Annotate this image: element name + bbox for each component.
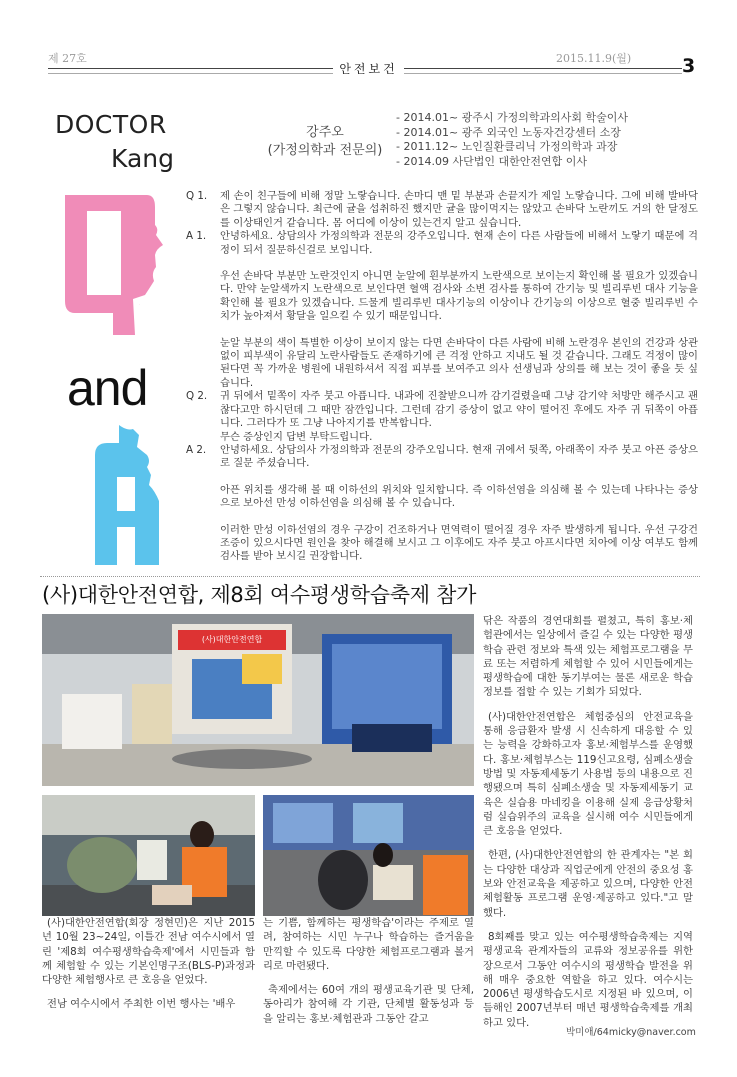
column-title-kang: Kang: [111, 144, 174, 173]
article-paragraph: (사)대한안전연합은 체험중심의 안전교육을 통해 응급환자 발생 시 신속하게 대응할 수 있는 능력을 강화하고자 홍보·체험부스를 운영했다. 홍보·체험부스는 119신고요령, 심폐소생술 방법 및 자동제세동기 사용법 등의 내용으로 진행됐으며 특히 심폐소생술 및 자동제세동기 교육은 실습용 마네킹을 이용해 실제 응급상황처럼 실습위주의 교육을 실시해 여수 시민들에게 큰 호응을 얻었다.: [483, 710, 693, 838]
article-headline: (사)대한안전연합, 제8회 여수평생학습축제 참가: [42, 583, 477, 607]
qa-paragraph: 아픈 위치를 생각해 볼 때 이하선의 위치와 일치합니다. 즉 이하선염을 의심해 볼 수 있는데 나타나는 증상으로 보아선 만성 이하선염을 의심해 볼 수 있습니다.: [220, 483, 698, 510]
qa-answer: [220, 230, 698, 390]
article-paragraph: 8회째를 맞고 있는 여수평생학습축제는 지역 평생교육 관계자들의 교류와 정보공유를 위한 장으로서 그동안 여수시의 평생학습 발전을 위해 매우 중요한 역할을 하고 있다. 여수시는 2006년 평생학습도시로 지정된 바 있으며, 이듬해인 2007년부터 매년 평생학습축제를 개최하고 있다.: [483, 930, 693, 1029]
booth-banner: (사)대한안전연합: [201, 635, 263, 644]
article-column-1: [42, 916, 255, 1022]
qa-label: Q 2.: [186, 390, 208, 403]
qa-question: 제 손이 친구들에 비해 정말 노랗습니다. 손마디 맨 밑 부분과 손끝지가 제일 노랗습니다. 그에 비해 발바닥은 그렇지 않습니다. 최근에 귤을 섭취하진 했지만 귤을 많이먹지는 않았고 손바닥 노란끼도 거의 한 달정도를 이상태인거 같습니다. 몸 어디에 이상이 있는건지 알고 싶습니다.: [220, 190, 698, 229]
a-letter-icon: [95, 425, 159, 565]
qa-item: [186, 444, 698, 564]
career-item: - 2014.01~ 광주시 가정의학과의사회 학술이사: [396, 111, 629, 124]
article-column-3: [483, 614, 693, 1040]
qa-paragraph: 눈알 부분의 색이 특별한 이상이 보이지 않는 다면 손바닥이 다른 사람에 비해 노란경우 본인의 건강과 상관없이 피부색이 유달리 노란사람들도 존재하기에 큰 걱정 안하고 지내도 될 것 같습니다. 그래도 걱정이 많이 된다면 꼭 가까운 병원에 내원하셔서 직접 피부를 보여주고 의사 선생님과 상의를 해 보는 것이 좋을 듯 싶습니다.: [220, 336, 698, 389]
article-paragraph: (사)대한안전연합(회장 정현민)은 지난 2015년 10월 23~24일, 이틀간 전남 여수시에서 열린 '제8회 여수평생학습축제'에서 시민들과 함께 체험할 수 있는 기본인명구조(BLS-P)과정과 다양한 체험행사로 큰 호응을 얻었다.: [42, 917, 255, 987]
author-title: (가정의학과 전문의): [267, 143, 383, 158]
section-title: 안전보건: [0, 60, 737, 77]
qa-label: A 2.: [186, 443, 207, 456]
cpr-photo-left: [42, 795, 255, 916]
article-paragraph: 전남 여수시에서 주최한 이번 행사는 '배우: [47, 998, 236, 1011]
issue-date: 2015.11.9(월): [556, 52, 632, 65]
career-item: - 2014.09 사단법인 대한안전연합 이사: [396, 154, 587, 168]
qa-paragraph: 안녕하세요. 상담의사 가정의학과 전문의 강주오입니다. 현재 귀에서 뒷쪽, 아래쪽이 자주 붓고 아픈 증상으로 질문 주셨습니다.: [220, 443, 698, 470]
qa-text-block: [186, 190, 698, 564]
article-column-2: [263, 916, 474, 1036]
booth-photo: [42, 614, 474, 786]
q-letter-icon: [65, 195, 163, 335]
cpr-photo-right: [263, 795, 474, 916]
author-career: [396, 111, 628, 169]
qa-item: [186, 190, 698, 230]
article-byline: 박미애/64micky@naver.com: [566, 1027, 696, 1038]
qa-label: A 1.: [186, 230, 207, 243]
issue-number: 제 27호: [48, 52, 87, 65]
article-paragraph: 는 기쁨, 함께하는 평생학습'이라는 주제로 열려, 참여하는 시민 누구나 학습하는 즐거움을 만끽할 수 있도록 다양한 체험프로그램과 볼거리로 마련됐다.: [263, 917, 474, 972]
qa-question: 귀 뒤에서 밑쪽이 자주 붓고 아픕니다. 내과에 진찰받으니까 감기걸렸을때 그냥 감기약 처방만 해주시고 괜찮다고만 하시던데 그 때만 잠깐입니다. 그런데 감기 증상이 없고 약이 떨어진 후에도 자주 귀 뒤쪽이 아픕니다. 그러다가 또 그냥 나아지기를 반복합니다. 무슨 증상인지 답변 부탁드립니다.: [220, 390, 698, 443]
article-paragraph: 한편, (사)대한안전연합의 한 관계자는 "본 회는 다양한 대상과 직업군에게 안전의 중요성 홍보와 안전교육을 제공하고 있으며, 다양한 안전체험활동 프로그램 운영·제공하고 있다."고 말했다.: [483, 849, 693, 919]
qa-paragraph: 안녕하세요. 상담의사 가정의학과 전문의 강주오입니다. 현재 손이 다른 사람들에 비해서 노랗기 때문에 걱정이 되서 질문하신걸로 보입니다.: [220, 230, 698, 256]
qa-paragraph: 이러한 만성 이하선염의 경우 구강이 건조하거나 면역력이 떨어질 경우 자주 발생하게 됩니다. 우선 구강건조증이 있으시다면 원인을 찾아 해결해 보시고 그 이후에도 자주 붓고 아프시다면 치아에 이상 여부도 함께 검사를 받아 보시길 권장합니다.: [220, 523, 698, 563]
section-divider: [40, 576, 700, 577]
career-item: - 2014.01~ 광주 외국인 노동자건강센터 소장: [396, 125, 621, 139]
article-paragraph: 축제에서는 60여 개의 평생교육기관 및 단체, 동아리가 참여해 각 기관, 단체별 활동성과 등을 알리는 홍보·체험관과 그동안 갈고: [263, 984, 474, 1025]
author-name: 강주오: [306, 125, 344, 140]
qa-answer: [220, 444, 698, 564]
column-title-doctor: DOCTOR: [55, 110, 167, 139]
qa-item: [186, 230, 698, 390]
qa-paragraph: 우선 손바닥 부분만 노란것인지 아니면 눈알에 흰부분까지 노란색으로 보이는지 확인해 볼 필요가 있겠습니다. 만약 눈알색까지 노란색으로 보인다면 혈액 검사와 소변 검사를 통하여 간기능 및 빌리루빈 대사 기능을 확인해 볼 필요가 있겠습니다. 드물게 빌리루빈 대사기능의 이상이나 간기능의 이상으로 혈중 빌리루빈 수치가 높아져서 황달을 일으킬 수 있기 때문입니다.: [220, 270, 698, 323]
svg-text:Q: Q: [139, 305, 140, 306]
qa-label: Q 1.: [186, 190, 208, 202]
career-item: - 2011.12~ 노인질환클리닉 가정의학과 과장: [396, 140, 618, 153]
and-word: and: [67, 360, 148, 416]
qa-item: [186, 390, 698, 444]
article-paragraph: 닦은 작품의 경연대회를 펼쳤고, 특히 홍보·체험관에서는 일상에서 즐길 수 있는 다양한 평생학습 관련 정보와 특색 있는 체험프로그램을 무료 또는 저렴하게 체험할 수 있어 시민들에게는 평생학습에 대한 동기부여는 물론 새로운 학습정보를 접할 수 있는 기회가 되었다.: [483, 615, 693, 699]
page-number: 3: [682, 55, 696, 77]
